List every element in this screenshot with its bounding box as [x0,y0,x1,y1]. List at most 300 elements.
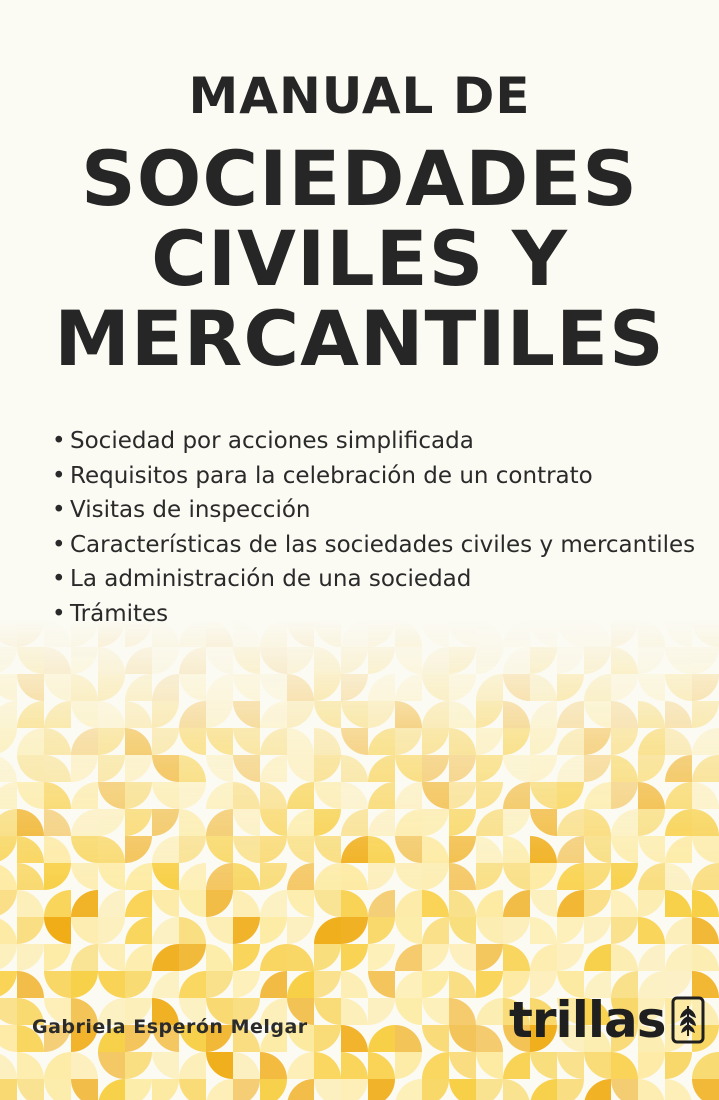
pattern-tile [17,836,44,863]
pattern-tile [314,890,341,917]
pattern-tile [449,917,476,944]
pattern-tile [557,863,584,890]
pattern-tile [665,647,692,674]
pattern-tile [611,728,638,755]
pattern-tile [341,809,368,836]
pattern-tile [611,809,638,836]
pattern-tile [233,836,260,863]
pattern-tile [287,701,314,728]
pattern-tile [206,782,233,809]
pattern-tile [692,836,719,863]
pattern-tile [530,890,557,917]
pattern-tile [314,701,341,728]
pattern-tile [0,944,17,971]
pattern-tile [476,1025,503,1052]
pattern-tile [638,809,665,836]
pattern-tile [206,1079,233,1100]
pattern-tile [260,701,287,728]
pattern-tile [287,1052,314,1079]
feature-item: • Sociedad por acciones simplificada [52,424,695,459]
pattern-tile [179,944,206,971]
title-line-4: MERCANTILES [54,294,665,383]
pattern-tile [125,971,152,998]
feature-item: • Visitas de inspección [52,493,695,528]
pattern-tile [0,674,17,701]
pattern-tile [233,755,260,782]
pattern-tile [206,701,233,728]
pattern-tile [422,944,449,971]
pattern-tile [314,971,341,998]
pattern-tile [692,863,719,890]
pattern-tile [476,755,503,782]
pattern-tile [476,701,503,728]
pattern-tile [584,782,611,809]
pattern-tile [665,755,692,782]
pattern-tile [341,728,368,755]
pattern-tile [395,890,422,917]
pattern-tile [611,890,638,917]
pattern-tile [530,863,557,890]
pattern-tile [152,674,179,701]
pattern-tile [692,701,719,728]
pattern-tile [314,782,341,809]
pattern-tile [179,674,206,701]
pattern-tile [0,755,17,782]
pattern-tile [44,755,71,782]
pattern-tile [530,728,557,755]
pattern-tile [422,1025,449,1052]
pattern-tile [233,863,260,890]
pattern-tile [611,1052,638,1079]
pattern-tile [125,701,152,728]
pattern-tile [395,1052,422,1079]
pattern-tile [152,701,179,728]
pattern-tile [71,863,98,890]
pattern-tile [422,998,449,1025]
pattern-tile [692,674,719,701]
pattern-tile [503,809,530,836]
pattern-tile [98,647,125,674]
pattern-tile [0,728,17,755]
pattern-tile [395,971,422,998]
pattern-tile [692,620,719,647]
pattern-tile [557,728,584,755]
pattern-tile [557,782,584,809]
title-line-1: MANUAL DE [188,67,531,125]
pattern-tile [179,728,206,755]
pattern-tile [584,674,611,701]
pattern-tile [557,809,584,836]
pattern-tile [665,782,692,809]
pattern-tile [422,836,449,863]
pattern-tile [476,971,503,998]
pattern-tile [206,917,233,944]
pattern-tile [233,674,260,701]
pattern-tile [233,944,260,971]
pattern-tile [503,782,530,809]
pattern-tile [503,917,530,944]
pattern-tile [152,890,179,917]
feature-item: • Características de las sociedades civiles y mercantiles [52,528,695,563]
pattern-tile [98,917,125,944]
pattern-tile [422,728,449,755]
pattern-tile [44,647,71,674]
pattern-tile [449,782,476,809]
pattern-tile [206,647,233,674]
pattern-tile [71,809,98,836]
pattern-tile [71,701,98,728]
pattern-tile [368,836,395,863]
pattern-tile [665,1079,692,1100]
pattern-tile [395,647,422,674]
pattern-tile [314,755,341,782]
pattern-tile [422,890,449,917]
pattern-tile [503,1079,530,1100]
pattern-tile [368,1025,395,1052]
pattern-tile [125,647,152,674]
pattern-tile [449,1079,476,1100]
pattern-tile [341,998,368,1025]
pattern-tile [503,836,530,863]
pattern-tile [503,890,530,917]
pattern-tile [476,1052,503,1079]
pattern-tile [17,917,44,944]
pattern-tile [17,674,44,701]
pattern-tile [314,998,341,1025]
pattern-tile [638,755,665,782]
pattern-tile [71,917,98,944]
pattern-tile [368,944,395,971]
feature-item: • La administración de una sociedad [52,562,695,597]
pattern-tile [584,1079,611,1100]
pattern-tile [260,782,287,809]
pattern-tile [0,998,17,1025]
pattern-tile [152,809,179,836]
pattern-tile [530,1052,557,1079]
pattern-tile [71,836,98,863]
pattern-tile [98,755,125,782]
pattern-tile [584,647,611,674]
pattern-tile [260,917,287,944]
pattern-tile [152,1052,179,1079]
pattern-tile [152,647,179,674]
pattern-tile [557,755,584,782]
pattern-tile [530,674,557,701]
pattern-tile [584,944,611,971]
pattern-tile [395,728,422,755]
pattern-tile [476,728,503,755]
pattern-tile [395,674,422,701]
pattern-tile [557,890,584,917]
pattern-tile [287,971,314,998]
pattern-tile [449,890,476,917]
pattern-tile [44,863,71,890]
pattern-tile [638,917,665,944]
pattern-tile [44,917,71,944]
pattern-tile [0,620,17,647]
pattern-tile [17,728,44,755]
pattern-tile [71,782,98,809]
feature-list [52,424,695,631]
pattern-tile [449,674,476,701]
pattern-tile [476,674,503,701]
pattern-tile [17,755,44,782]
pattern-tile [98,944,125,971]
pattern-tile [368,917,395,944]
pattern-tile [287,728,314,755]
pattern-tile [530,1079,557,1100]
pattern-tile [0,971,17,998]
pattern-tile [260,809,287,836]
pattern-tile [98,971,125,998]
pattern-tile [233,1052,260,1079]
pattern-tile [44,728,71,755]
pattern-tile [206,755,233,782]
pattern-tile [368,890,395,917]
pattern-tile [260,890,287,917]
pattern-tile [206,944,233,971]
pattern-tile [125,836,152,863]
pattern-tile [638,863,665,890]
pattern-tile [341,701,368,728]
author-name: Gabriela Esperón Melgar [32,1016,308,1038]
pattern-tile [530,755,557,782]
pattern-tile [17,890,44,917]
pattern-tile [44,782,71,809]
pattern-tile [206,836,233,863]
pattern-tile [449,944,476,971]
pattern-tile [341,674,368,701]
publisher-name: trillas [509,991,666,1049]
pattern-tile [98,782,125,809]
pattern-tile [503,944,530,971]
pattern-tile [98,1079,125,1100]
pattern-tile [233,701,260,728]
pattern-tile [503,647,530,674]
pattern-tile [368,755,395,782]
pattern-tile [152,863,179,890]
pattern-tile [449,1052,476,1079]
pattern-tile [260,728,287,755]
pattern-tile [260,944,287,971]
pattern-tile [341,647,368,674]
pattern-tile [125,917,152,944]
pattern-tile [611,917,638,944]
pattern-tile [314,674,341,701]
pattern-tile [0,809,17,836]
pattern-tile [368,1052,395,1079]
pattern-tile [368,998,395,1025]
pattern-tile [368,971,395,998]
pattern-tile [287,944,314,971]
pattern-tile [314,1052,341,1079]
pattern-tile [611,755,638,782]
pattern-tile [422,755,449,782]
feature-item: • Trámites [52,597,695,632]
pattern-tile [341,782,368,809]
pattern-tile [71,971,98,998]
pattern-tile [395,836,422,863]
pattern-tile [692,917,719,944]
pattern-tile [17,782,44,809]
pattern-tile [395,809,422,836]
pattern-tile [665,701,692,728]
pattern-tile [71,1079,98,1100]
pattern-tile [152,917,179,944]
feature-item: • Requisitos para la celebración de un contrato [52,459,695,494]
pattern-tile [0,647,17,674]
pattern-tile [530,917,557,944]
pattern-tile [476,917,503,944]
pattern-tile [449,836,476,863]
pattern-tile [611,863,638,890]
pattern-tile [17,971,44,998]
pattern-tile [530,809,557,836]
pattern-tile [692,1079,719,1100]
pattern-tile [422,674,449,701]
pattern-tile [44,890,71,917]
pattern-tile [17,1052,44,1079]
pattern-tile [692,809,719,836]
pattern-tile [314,917,341,944]
publisher-logo [509,990,705,1050]
pattern-tile [449,809,476,836]
pattern-tile [557,1052,584,1079]
pattern-tile [314,836,341,863]
pattern-tile [665,836,692,863]
pattern-tile [395,1079,422,1100]
pattern-tile [44,1079,71,1100]
pattern-tile [179,917,206,944]
pattern-tile [71,890,98,917]
pattern-tile [314,809,341,836]
pattern-tile [44,971,71,998]
pattern-tile [449,728,476,755]
pattern-tile [233,647,260,674]
pattern-tile [341,971,368,998]
pattern-tile [341,1052,368,1079]
pattern-tile [260,836,287,863]
pattern-tile [260,971,287,998]
pattern-tile [584,836,611,863]
pattern-tile [476,998,503,1025]
pattern-tile [611,782,638,809]
pattern-tile [638,836,665,863]
pattern-tile [0,890,17,917]
pattern-tile [71,944,98,971]
pattern-tile [638,782,665,809]
pattern-tile [638,728,665,755]
pattern-tile [422,863,449,890]
pattern-tile [530,944,557,971]
pattern-tile [692,728,719,755]
pattern-tile [125,728,152,755]
pattern-tile [449,971,476,998]
pattern-tile [368,701,395,728]
pattern-tile [422,917,449,944]
pattern-tile [98,863,125,890]
pattern-tile [584,1052,611,1079]
pattern-tile [179,971,206,998]
pattern-tile [530,701,557,728]
pattern-tile [395,863,422,890]
pattern-tile [0,1025,17,1052]
pattern-tile [665,674,692,701]
pattern-tile [233,809,260,836]
pattern-tile [152,755,179,782]
pattern-tile [179,1079,206,1100]
pattern-tile [368,728,395,755]
pattern-tile [206,809,233,836]
pattern-tile [503,863,530,890]
pattern-tile [395,782,422,809]
pattern-tile [125,674,152,701]
pattern-tile [422,701,449,728]
pattern-tile [503,1052,530,1079]
pattern-tile [314,1025,341,1052]
pattern-tile [152,1079,179,1100]
pattern-tile [17,701,44,728]
pattern-tile [152,836,179,863]
pattern-tile [260,755,287,782]
pattern-tile [557,917,584,944]
pattern-tile [314,1079,341,1100]
pattern-tile [665,863,692,890]
pattern-tile [179,755,206,782]
pattern-tile [530,647,557,674]
pattern-tile [584,728,611,755]
pattern-tile [368,863,395,890]
pattern-tile [179,890,206,917]
pattern-tile [17,944,44,971]
pattern-tile [395,701,422,728]
pattern-tile [287,863,314,890]
pattern-tile [665,944,692,971]
pattern-tile [557,647,584,674]
pattern-tile [179,1052,206,1079]
pattern-tile [584,809,611,836]
pattern-tile [98,809,125,836]
pattern-tile [422,1052,449,1079]
pattern-tile [584,755,611,782]
pattern-tile [395,917,422,944]
pattern-tile [233,728,260,755]
pattern-tile [71,1052,98,1079]
pattern-tile [395,1025,422,1052]
title-line-3: CIVILES Y [151,214,568,303]
pattern-tile [395,998,422,1025]
pattern-tile [449,1025,476,1052]
pattern-tile [17,620,44,647]
pattern-tile [422,647,449,674]
pattern-tile [152,728,179,755]
pattern-tile [206,890,233,917]
wheat-sheaf-icon [671,996,705,1044]
pattern-tile [530,836,557,863]
pattern-tile [611,674,638,701]
pattern-tile [692,890,719,917]
pattern-tile [71,755,98,782]
pattern-tile [233,971,260,998]
pattern-tile [422,1079,449,1100]
pattern-tile [341,836,368,863]
pattern-tile [179,863,206,890]
pattern-tile [287,836,314,863]
pattern-tile [206,1052,233,1079]
pattern-tile [368,647,395,674]
pattern-tile [179,836,206,863]
pattern-tile [287,1079,314,1100]
